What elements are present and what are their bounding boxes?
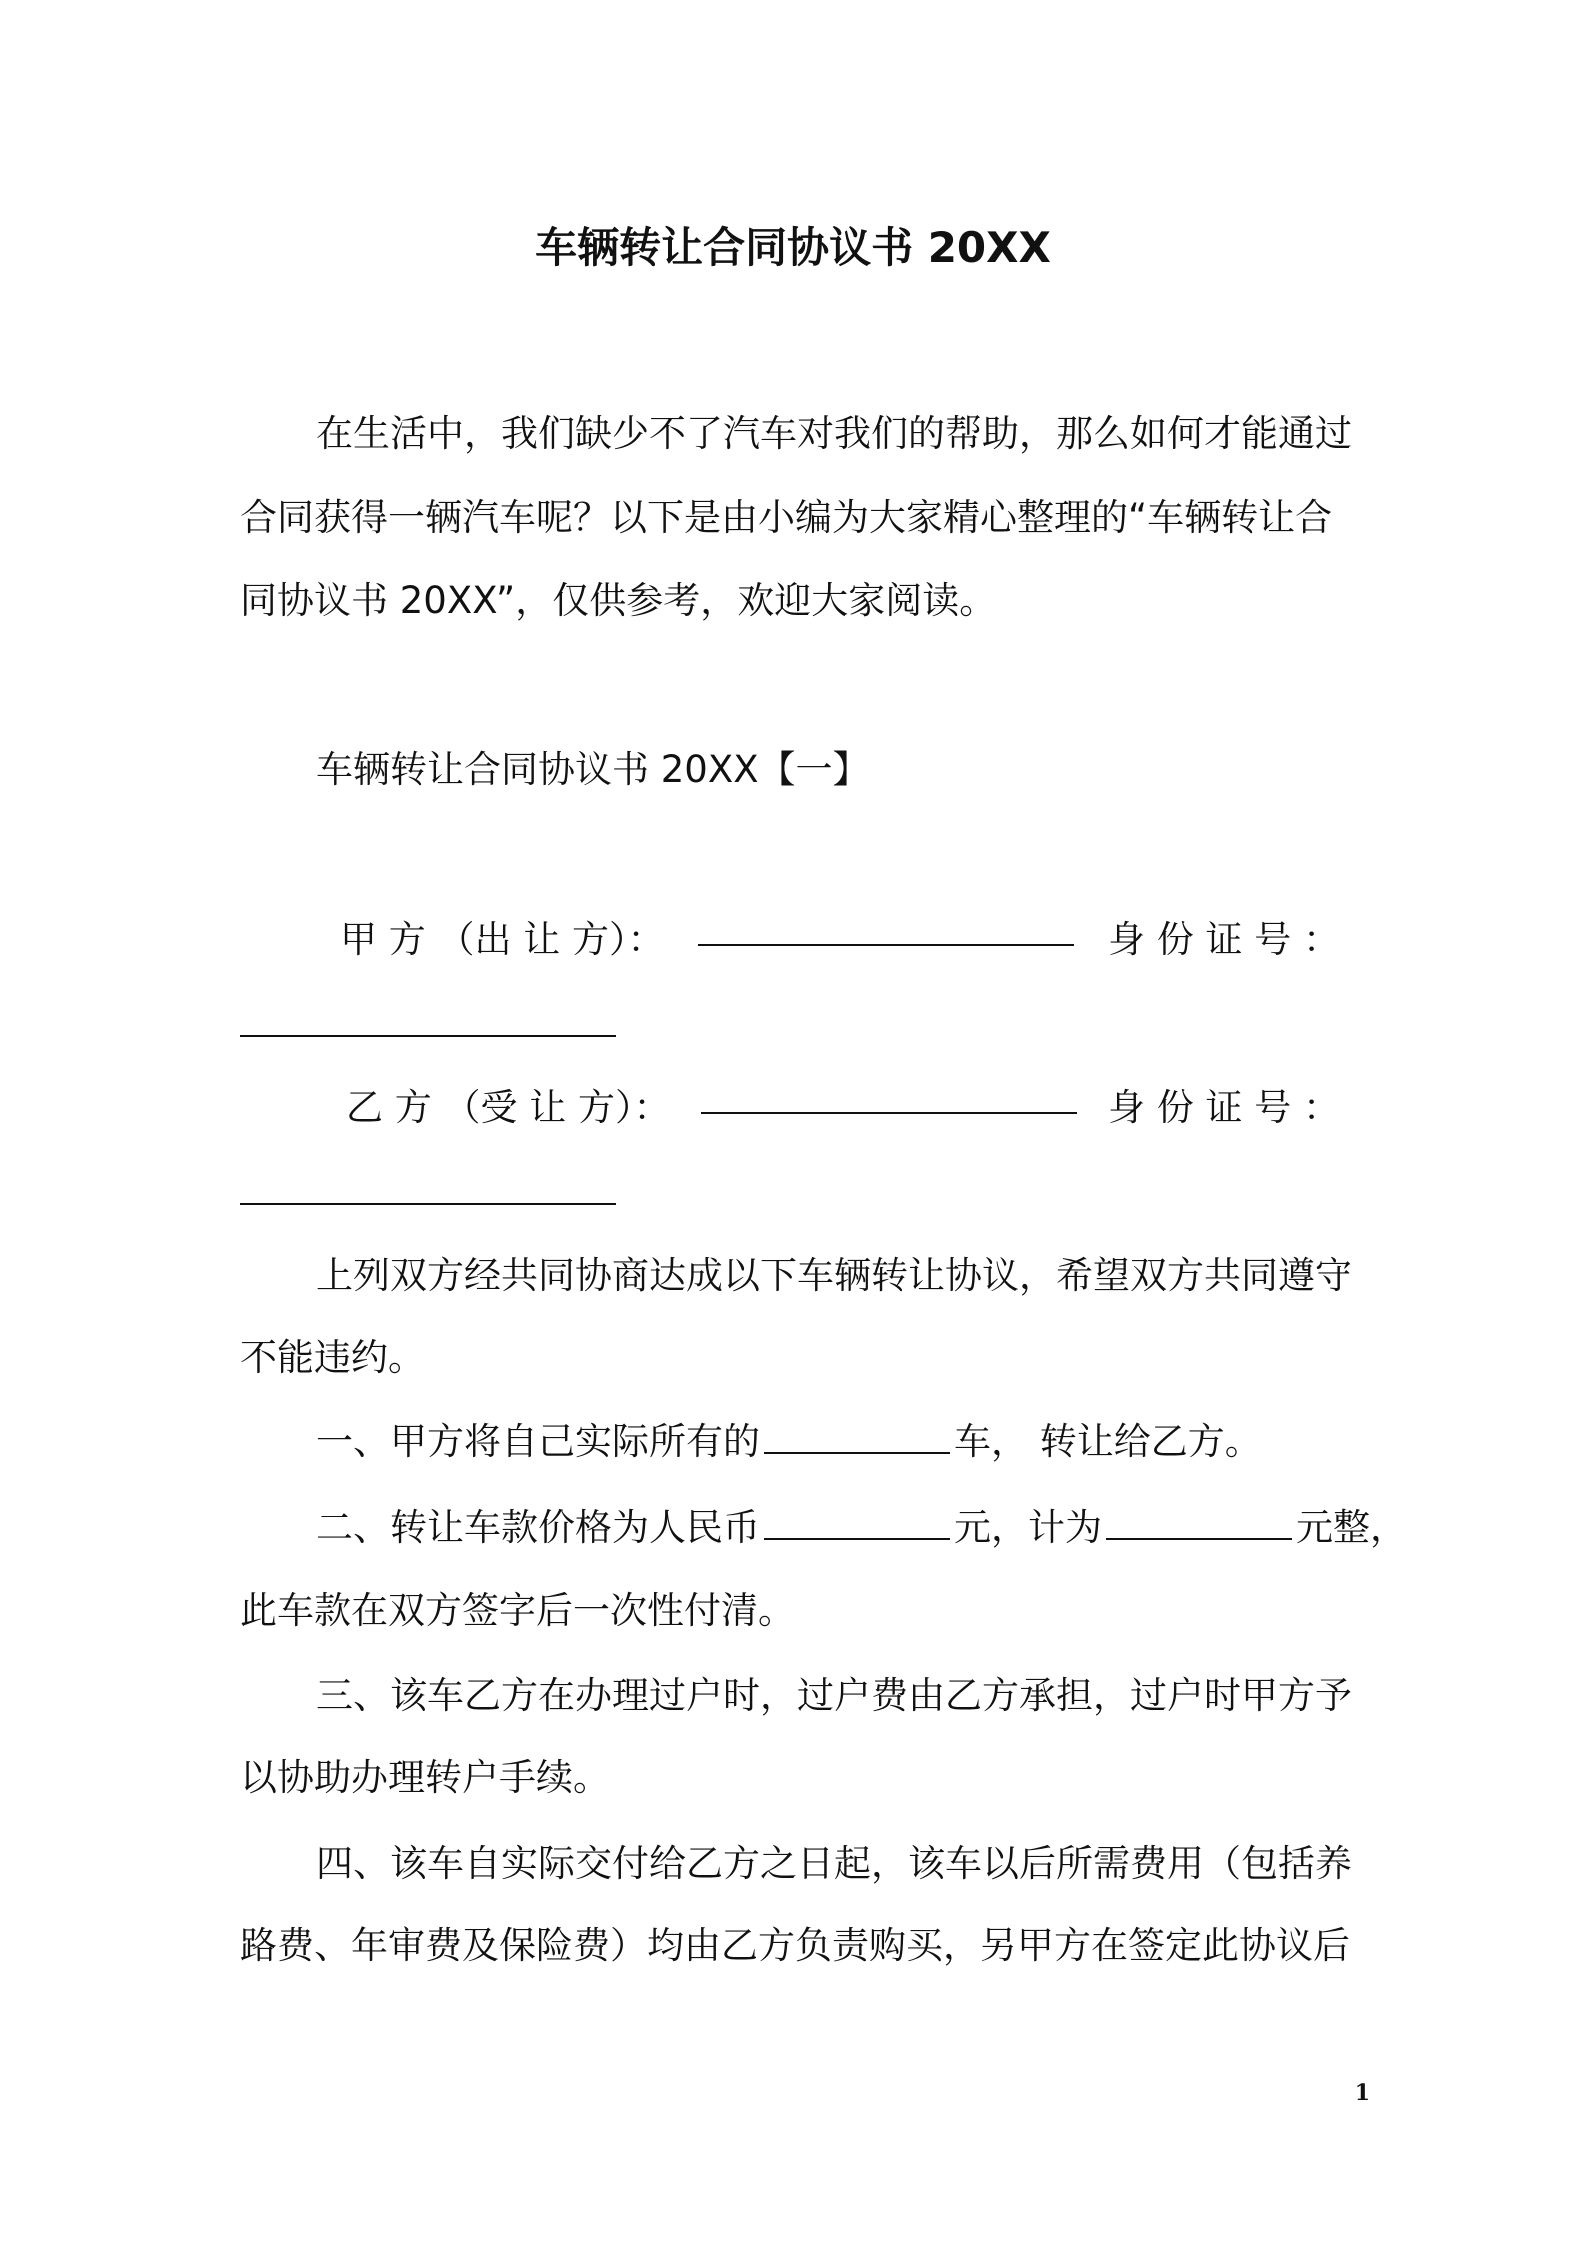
clause-2-line-2: 此车款在双方签字后一次性付清。 [240,1589,795,1632]
agreement-line-1: 上列双方经共同协商达成以下车辆转让协议，希望双方共同遵守 [316,1254,1352,1297]
party-b-label: 乙 方 （受 让 方）： [346,1086,671,1129]
clause-2-blank-1 [764,1506,950,1540]
agreement-line-2: 不能违约。 [240,1336,425,1379]
page-number: 1 [1354,2080,1370,2106]
clause-3-line-1: 三、该车乙方在办理过户时，过户费由乙方承担，过户时甲方予 [316,1674,1352,1717]
clause-2-blank-2 [1106,1506,1292,1540]
clause-2 [316,1500,1407,1556]
clause-1-blank [764,1420,950,1454]
party-b-id-row [240,1165,1360,1221]
party-a-name-blank [698,912,1074,946]
clause-2-suffix: 元整， [1296,1506,1407,1549]
clause-2-middle: 元，计为 [954,1506,1102,1549]
clause-1-suffix: 车， 转让给乙方。 [954,1420,1262,1463]
clause-1 [316,1414,1360,1470]
intro-line-1: 在生活中，我们缺少不了汽车对我们的帮助，那么如何才能通过 [316,412,1352,455]
clause-4-line-2: 路费、年审费及保险费）均由乙方负责购买，另甲方在签定此协议后 [240,1924,1350,1967]
party-a-label: 甲 方 （出 让 方）： [340,918,665,961]
clause-2-prefix: 二、转让车款价格为人民币 [316,1506,760,1549]
party-b-row [346,1080,1340,1136]
clause-1-prefix: 一、甲方将自己实际所有的 [316,1420,760,1463]
clause-3-line-2: 以协助办理转户手续。 [240,1756,610,1799]
party-a-id-row [240,997,1360,1053]
intro-line-2: 合同获得一辆汽车呢？以下是由小编为大家精心整理的“车辆转让合 [240,496,1333,539]
party-a-id-label: 身 份 证 号 ： [1107,918,1340,961]
party-b-name-blank [701,1080,1077,1114]
party-b-id-blank [240,1171,616,1205]
section-heading: 车辆转让合同协议书 20XX【一】 [316,748,870,791]
clause-4-line-1: 四、该车自实际交付给乙方之日起，该车以后所需费用（包括养 [316,1842,1352,1885]
document-title: 车辆转让合同协议书 20XX [535,223,1051,272]
party-a-id-blank [240,1003,616,1037]
intro-line-3: 同协议书 20XX”，仅供参考，欢迎大家阅读。 [240,579,997,622]
party-a-row [340,912,1340,968]
party-b-id-label: 身 份 证 号 ： [1107,1086,1340,1129]
